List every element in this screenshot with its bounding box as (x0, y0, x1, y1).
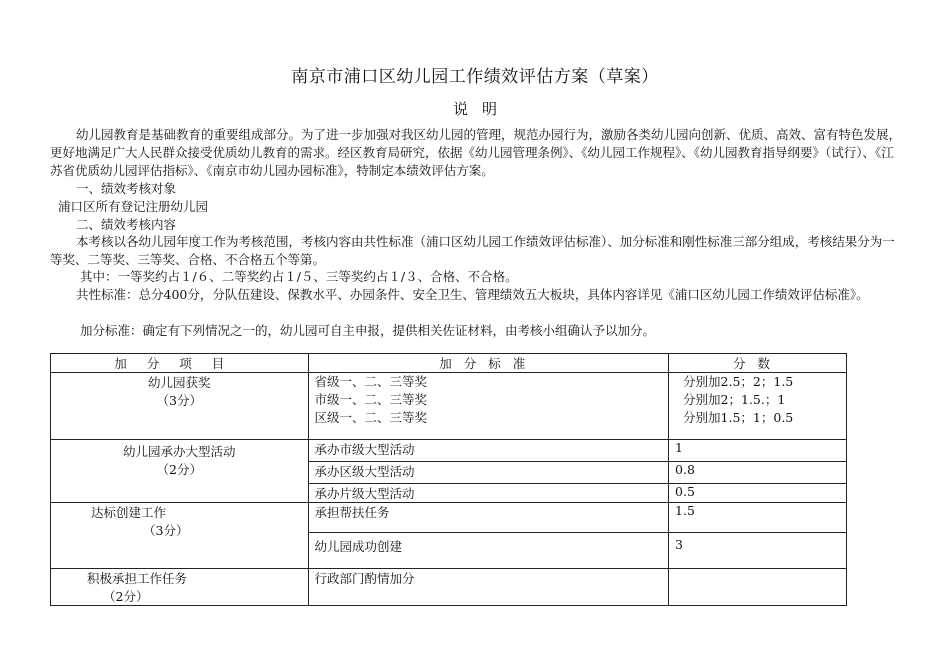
standard-cell (308, 373, 669, 440)
section1-heading: 一、绩效考核对象 (76, 181, 177, 196)
standard-cell: 承办片级大型活动 (308, 484, 669, 503)
standard-cell: 承办区级大型活动 (308, 462, 669, 484)
header-item: 加分项目 (51, 354, 309, 373)
ratio-text: 其中：一等奖约占１/６、二等奖约占１/５、三等奖约占１/３、合格、不合格。 (80, 269, 518, 284)
table-header-row (51, 354, 847, 373)
item-points: （3分） (143, 523, 189, 538)
score-cell (669, 569, 847, 606)
section2-body: 本考核以各幼儿园年度工作为考核范围，考核内容由共性标准（浦口区幼儿园工作绩效评估标准）、加分标准和刚性标准三部分组成，考核结果分为一等奖、二等奖、三等奖、合格、不合格五个等第。 (50, 234, 895, 267)
standard-text: 区级一、二、三等奖 (314, 410, 428, 425)
item-cell (51, 440, 309, 503)
bonus-standard-text: 加分标准：确定有下列情况之一的，幼儿园可自主申报，提供相关佐证材料，由考核小组确认予以加分。 (80, 323, 656, 338)
standard-cell: 行政部门酌情加分 (308, 569, 669, 606)
item-label: 幼儿园承办大型活动 (123, 444, 236, 459)
score-text: 分别加2；1.5.；1 (683, 392, 786, 407)
table-row (51, 373, 847, 440)
score-cell: 1 (669, 440, 847, 462)
item-label: 幼儿园获奖 (148, 375, 211, 390)
item-cell (51, 373, 309, 440)
item-points: （3分） (156, 393, 202, 408)
item-points: （2分） (156, 462, 202, 477)
score-cell: 3 (669, 533, 847, 569)
intro-paragraph: 幼儿园教育是基础教育的重要组成部分。为了进一步加强对我区幼儿园的管理，规范办园行为，激励各类幼儿园向创新、优质、高效、富有特色发展，更好地满足广大人民群众接受优质幼儿教育的需求。经区教育局研究，依据《幼儿园管理条例》、《幼儿园工作规程》、《幼儿园教育指导纲要》（试行）、《江苏省优质幼儿园评估指标》、《南京市幼儿园办园标准》，特制定本绩效评估方案。 (50, 127, 902, 178)
header-standard: 加分标准 (308, 354, 669, 373)
standard-text: 市级一、二、三等奖 (314, 392, 428, 407)
section1-body: 浦口区所有登记注册幼儿园 (58, 199, 209, 214)
score-cell (669, 373, 847, 440)
table-row (51, 569, 847, 606)
document-title: 南京市浦口区幼儿园工作绩效评估方案（草案） (291, 67, 659, 87)
item-cell (51, 569, 309, 606)
score-cell: 0.8 (669, 462, 847, 484)
standard-cell: 承担帮扶任务 (308, 503, 669, 533)
item-label: 达标创建工作 (91, 505, 167, 520)
bonus-table (50, 353, 847, 606)
standard-text: 省级一、二、三等奖 (314, 374, 428, 389)
score-text: 分别加1.5；1；0.5 (683, 410, 794, 425)
score-text: 分别加2.5；2；1.5 (683, 374, 794, 389)
header-score: 分数 (669, 354, 847, 373)
standard-cell: 幼儿园成功创建 (308, 533, 669, 569)
table-row (51, 503, 847, 533)
common-standard-text: 共性标准：总分400分，分队伍建设、保教水平、办园条件、安全卫生、管理绩效五大板块，具体内容详见《浦口区幼儿园工作绩效评估标准》。 (76, 287, 869, 302)
section-subtitle: 说明 (452, 100, 511, 118)
standard-cell: 承办市级大型活动 (308, 440, 669, 462)
score-cell: 1.5 (669, 503, 847, 533)
item-cell (51, 503, 309, 569)
score-cell: 0.5 (669, 484, 847, 503)
item-label: 积极承担工作任务 (87, 571, 188, 586)
item-points: （2分） (103, 589, 149, 604)
section2-heading: 二、绩效考核内容 (76, 217, 177, 232)
table-row (51, 440, 847, 462)
